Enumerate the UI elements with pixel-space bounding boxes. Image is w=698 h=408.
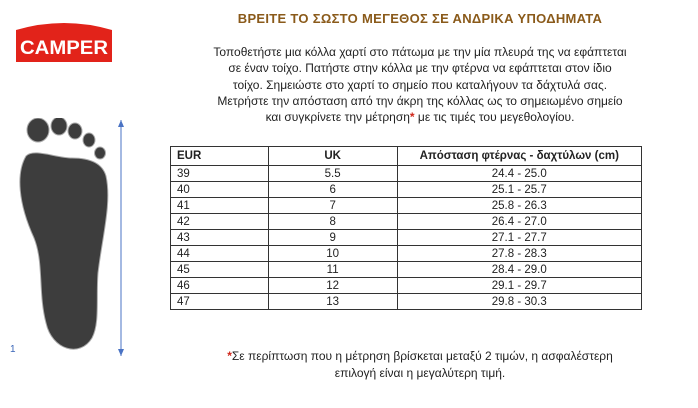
cell-uk: 10 <box>268 246 397 262</box>
table-row <box>171 230 642 246</box>
cell-eur: 39 <box>171 166 269 182</box>
instructions-line: Τοποθετήστε μια κόλλα χαρτί στο πάτωμα με την μία πλευρά της να εφάπτεται <box>213 45 627 59</box>
footnote-text: Σε περίπτωση που η μέτρηση βρίσκεται μεταξύ 2 τιμών, η ασφαλέστερη <box>231 349 613 363</box>
footnote-line: επιλογή είναι η μεγαλύτερη τιμή. <box>334 366 506 380</box>
cell-uk: 8 <box>268 214 397 230</box>
cell-uk: 7 <box>268 198 397 214</box>
header-eur: EUR <box>171 147 269 166</box>
cell-distance: 28.4 - 29.0 <box>397 262 642 278</box>
table-row <box>171 262 642 278</box>
cell-distance: 27.8 - 28.3 <box>397 246 642 262</box>
table-header-row <box>171 147 642 166</box>
logo-text: CAMPER <box>20 38 109 59</box>
footnote-line <box>160 348 680 365</box>
instructions-text: με τις τιμές του μεγεθολογίου. <box>414 110 575 125</box>
cell-uk: 11 <box>268 262 397 278</box>
table-row <box>171 198 642 214</box>
table-row <box>171 246 642 262</box>
instructions <box>160 44 680 125</box>
table-row <box>171 214 642 230</box>
page-title: ΒΡΕΙΤΕ ΤΟ ΣΩΣΤΟ ΜΕΓΕΘΟΣ ΣΕ ΑΝΔΡΙΚΑ ΥΠΟΔΗΜΑΤΑ <box>237 11 603 26</box>
cell-distance: 25.8 - 26.3 <box>397 198 642 214</box>
cell-eur: 43 <box>171 230 269 246</box>
table-row <box>171 182 642 198</box>
cell-eur: 45 <box>171 262 269 278</box>
table-row <box>171 294 642 310</box>
instructions-line: τοίχο. Σημειώστε στο χαρτί το σημείο που καταλήγουν τα δάχτυλά σας. <box>232 77 608 92</box>
cell-distance: 25.1 - 25.7 <box>397 182 642 198</box>
instructions-text: και συγκρίνετε την μέτρηση <box>265 110 410 125</box>
cell-eur: 41 <box>171 198 269 214</box>
cell-uk: 9 <box>268 230 397 246</box>
size-table <box>170 146 642 310</box>
header-uk: UK <box>268 147 397 166</box>
cell-eur: 40 <box>171 182 269 198</box>
side-number: 1 <box>10 344 16 355</box>
footnote <box>160 348 680 382</box>
cell-eur: 46 <box>171 278 269 294</box>
cell-uk: 13 <box>268 294 397 310</box>
cell-uk: 6 <box>268 182 397 198</box>
instructions-line: Μετρήστε την απόσταση από την άκρη της κόλλας ως το σημειωμένο σημείο <box>217 93 623 108</box>
camper-logo-icon <box>12 14 116 66</box>
cell-eur: 44 <box>171 246 269 262</box>
cell-eur: 42 <box>171 214 269 230</box>
cell-distance: 29.1 - 29.7 <box>397 278 642 294</box>
footprint-icon <box>8 118 138 360</box>
table-row <box>171 278 642 294</box>
cell-uk: 5.5 <box>268 166 397 182</box>
asterisk-marker: * <box>409 110 415 125</box>
cell-eur: 47 <box>171 294 269 310</box>
cell-uk: 12 <box>268 278 397 294</box>
asterisk-marker: * <box>227 349 232 363</box>
header-distance: Απόσταση φτέρνας - δαχτύλων (cm) <box>397 147 642 166</box>
instructions-line <box>160 109 680 125</box>
cell-distance: 27.1 - 27.7 <box>397 230 642 246</box>
cell-distance: 29.8 - 30.3 <box>397 294 642 310</box>
cell-distance: 24.4 - 25.0 <box>397 166 642 182</box>
table-row <box>171 166 642 182</box>
instructions-line: σε έναν τοίχο. Πατήστε στην κόλλα με την φτέρνα να εφάπτεται στον ίδιο <box>228 61 612 76</box>
cell-distance: 26.4 - 27.0 <box>397 214 642 230</box>
measure-arrow-icon <box>118 120 124 356</box>
